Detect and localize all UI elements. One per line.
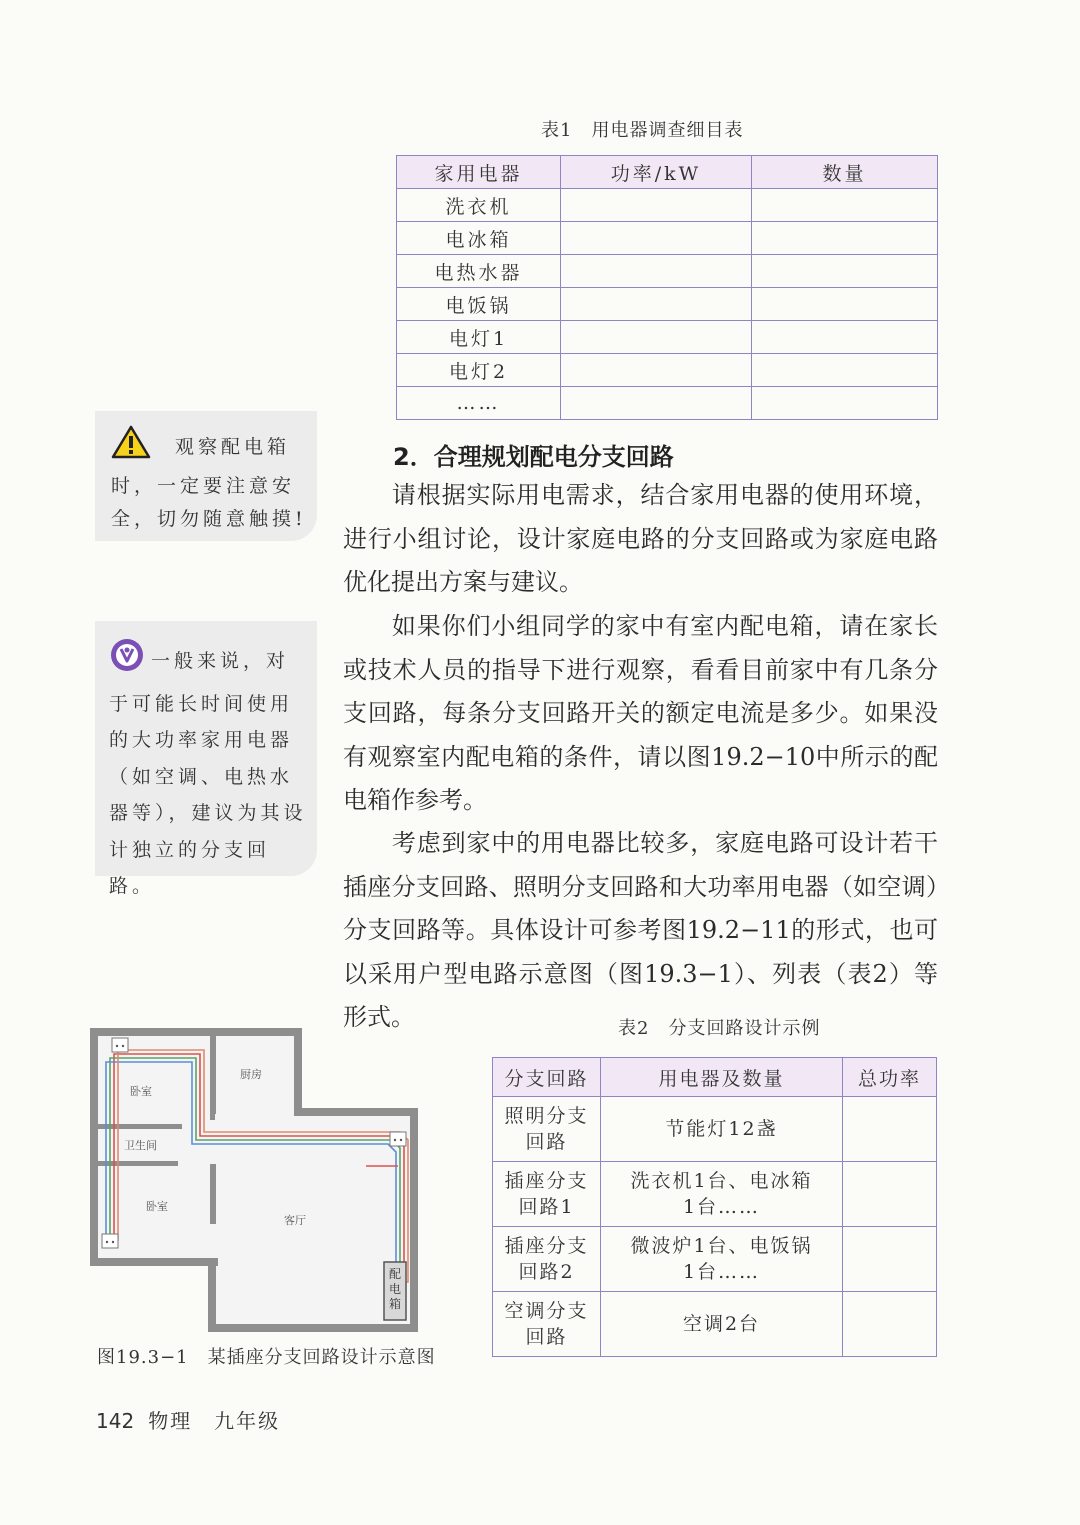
devices-cell: 节能灯12盏 bbox=[601, 1097, 843, 1162]
devices-cell: 空调2台 bbox=[601, 1292, 843, 1357]
table-cell: 电灯2 bbox=[397, 354, 561, 387]
paragraph: 请根据实际用电需求，结合家用电器的使用环境，进行小组讨论，设计家庭电路的分支回路或为家庭电路优化提出方案与建议。 bbox=[343, 481, 938, 596]
table1-header-row bbox=[397, 156, 938, 189]
table1-header: 数量 bbox=[752, 156, 938, 189]
table-row bbox=[397, 222, 938, 255]
socket-icon bbox=[112, 1038, 128, 1052]
table-row bbox=[493, 1162, 937, 1227]
table-cell: 电饭锅 bbox=[397, 288, 561, 321]
safety-note bbox=[95, 411, 317, 541]
devices-cell: 微波炉1台、电饭锅1台…… bbox=[601, 1227, 843, 1292]
table-row bbox=[397, 354, 938, 387]
room-label: 客厅 bbox=[284, 1214, 306, 1227]
table-cell: 洗衣机 bbox=[397, 189, 561, 222]
tip-icon bbox=[109, 637, 145, 686]
tip-note bbox=[95, 621, 317, 897]
table2-header: 分支回路 bbox=[493, 1058, 601, 1097]
socket-icon bbox=[390, 1132, 406, 1146]
table2-header-row bbox=[493, 1058, 937, 1097]
room-label: 卧室 bbox=[146, 1200, 168, 1213]
table2-caption: 表2 分支回路设计示例 bbox=[618, 1018, 821, 1039]
room-label: 厨房 bbox=[240, 1068, 262, 1081]
room-label: 卧室 bbox=[130, 1085, 152, 1098]
book-subject: 物理 九年级 bbox=[148, 1409, 281, 1433]
warning-icon bbox=[111, 425, 151, 470]
paragraph: 考虑到家中的用电器比较多，家庭电路可设计若干插座分支回路、照明分支回路和大功率用电器（如空调）分支回路等。具体设计可参考图19.2−11的形式，也可以采用户型电路示意图（图19.3−1）、列表（表2）等形式。 bbox=[343, 829, 938, 1031]
table-cell: …… bbox=[397, 387, 561, 420]
table2-header: 用电器及数量 bbox=[601, 1058, 843, 1097]
page-footer bbox=[96, 1405, 280, 1434]
socket-icon bbox=[102, 1234, 118, 1248]
figure-caption: 图19.3−1 某插座分支回路设计示意图 bbox=[97, 1347, 436, 1368]
table-row bbox=[397, 387, 938, 420]
paragraph: 如果你们小组同学的家中有室内配电箱，请在家长或技术人员的指导下进行观察，看看目前家中有几条分支回路，每条分支回路开关的额定电流是多少。如果没有观察室内配电箱的条件，请以图19.2−10中所示的配电箱作参考。 bbox=[343, 612, 938, 814]
floor-plan-diagram bbox=[88, 1026, 422, 1336]
table-cell: 电热水器 bbox=[397, 255, 561, 288]
circuit-cell: 插座分支回路2 bbox=[493, 1227, 601, 1292]
page-number: 142 bbox=[96, 1409, 135, 1433]
section-heading: 2．合理规划配电分支回路 bbox=[393, 443, 674, 471]
table-row bbox=[397, 255, 938, 288]
table1-header: 家用电器 bbox=[397, 156, 561, 189]
circuit-cell: 照明分支回路 bbox=[493, 1097, 601, 1162]
power-cell bbox=[843, 1097, 937, 1162]
table1-caption: 表1 用电器调查细目表 bbox=[541, 120, 744, 141]
table-cell: 电冰箱 bbox=[397, 222, 561, 255]
table-row bbox=[493, 1227, 937, 1292]
devices-cell: 洗衣机1台、电冰箱1台…… bbox=[601, 1162, 843, 1227]
table-row bbox=[493, 1292, 937, 1357]
power-cell bbox=[843, 1162, 937, 1227]
tip-note-text: 一般来说，对于可能长时间使用的大功率家用电器（如空调、电热水器等），建议为其设计独立的分支回路。 bbox=[109, 650, 307, 897]
circuit-cell: 空调分支回路 bbox=[493, 1292, 601, 1357]
table2 bbox=[492, 1057, 937, 1357]
table-row bbox=[397, 288, 938, 321]
table-row bbox=[397, 189, 938, 222]
distribution-box-label: 配电箱 bbox=[388, 1267, 402, 1311]
safety-note-text: 观察配电箱时，一定要注意安全，切勿随意触摸! bbox=[111, 436, 307, 530]
table1-header: 功率/kW bbox=[561, 156, 752, 189]
power-cell bbox=[843, 1227, 937, 1292]
table-row bbox=[397, 321, 938, 354]
table-cell: 电灯1 bbox=[397, 321, 561, 354]
table2-header: 总功率 bbox=[843, 1058, 937, 1097]
room-label: 卫生间 bbox=[124, 1139, 157, 1152]
table1 bbox=[396, 155, 938, 420]
power-cell bbox=[843, 1292, 937, 1357]
table-row bbox=[493, 1097, 937, 1162]
circuit-cell: 插座分支回路1 bbox=[493, 1162, 601, 1227]
